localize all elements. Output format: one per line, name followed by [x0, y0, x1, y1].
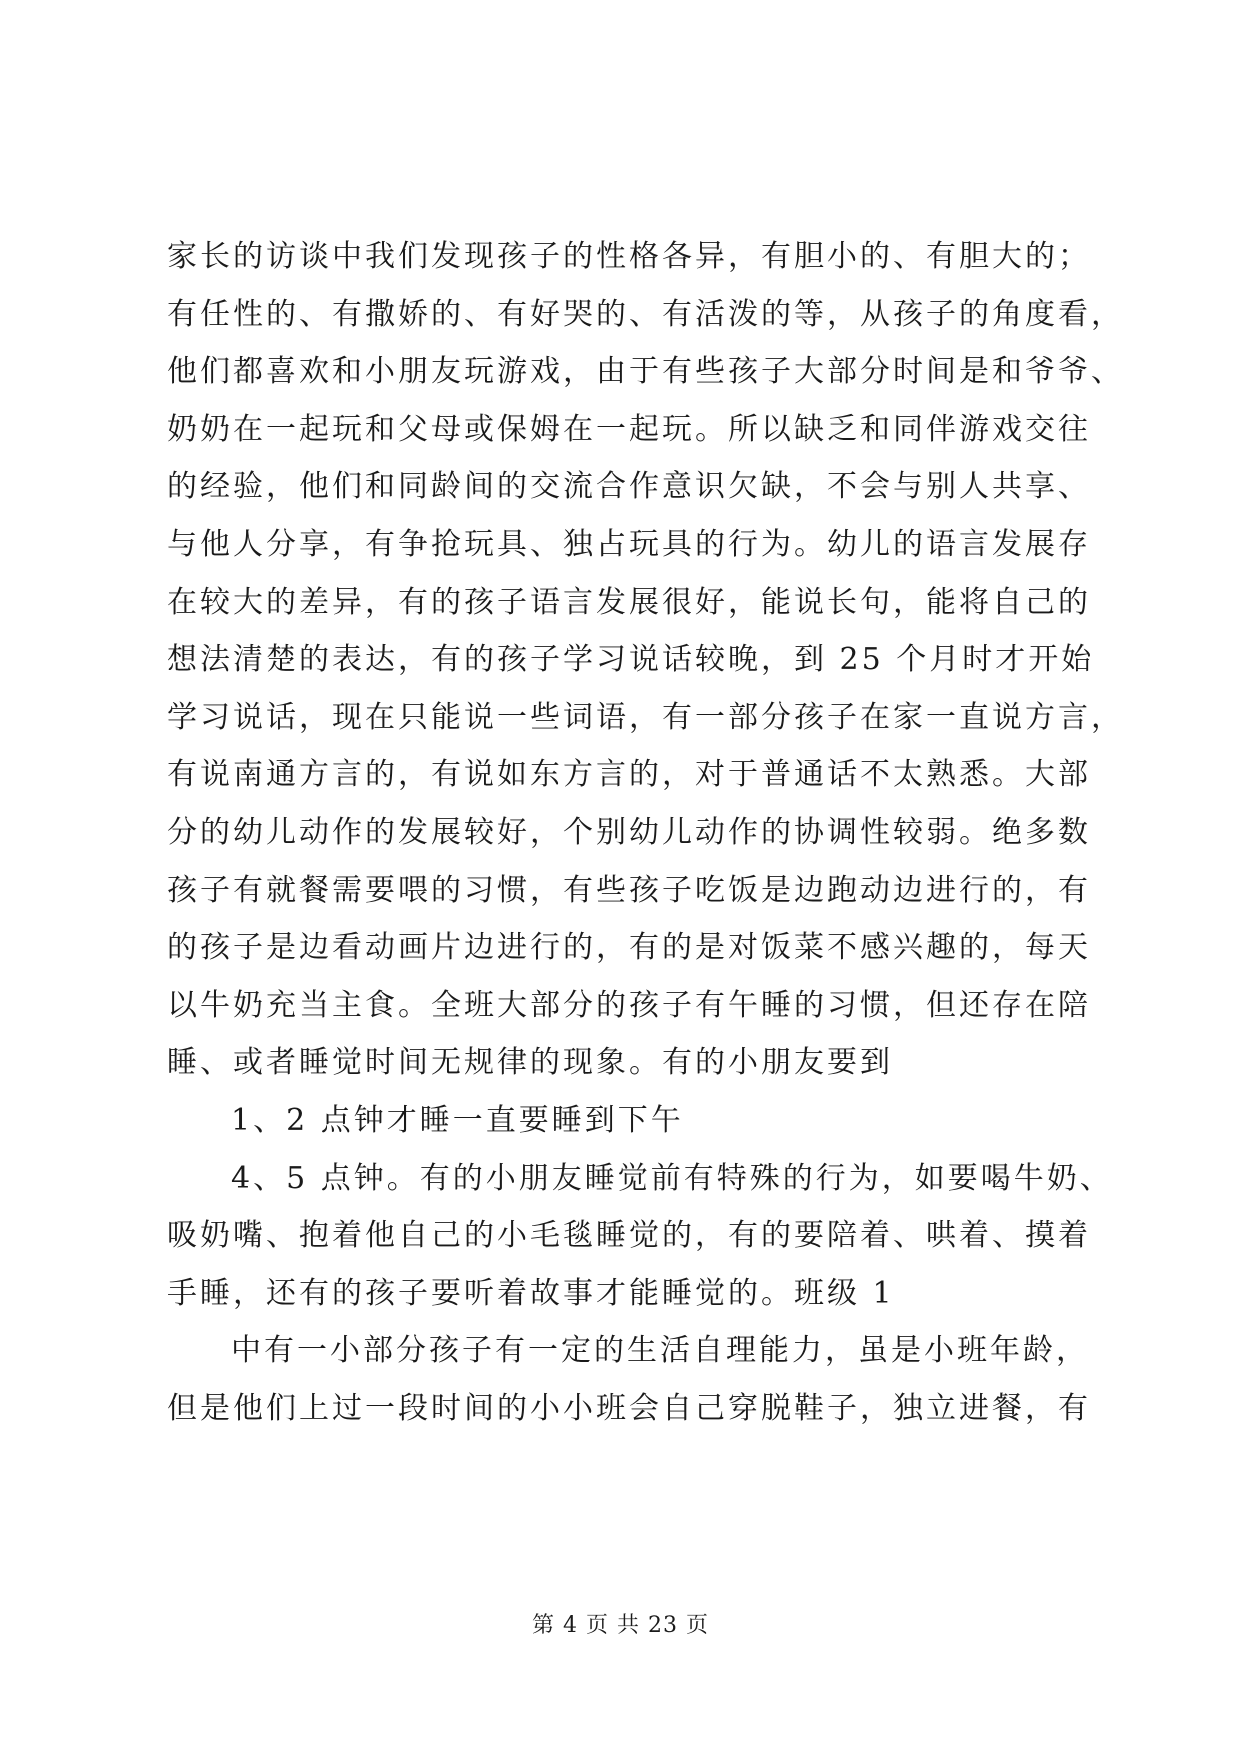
text-line: 他们都喜欢和小朋友玩游戏，由于有些孩子大部分时间是和爷爷、 — [167, 354, 1124, 390]
page-number-footer: 第 4 页 共 23 页 — [532, 1613, 709, 1638]
text-line: 有任性的、有撒娇的、有好哭的、有活泼的等，从孩子的角度看， — [167, 296, 1124, 332]
text-line: 孩子有就餐需要喂的习惯，有些孩子吃饭是边跑动边进行的，有 — [167, 872, 1091, 908]
text-line: 但是他们上过一段时间的小小班会自己穿脱鞋子，独立进餐，有 — [167, 1390, 1091, 1426]
text-line: 想法清楚的表达，有的孩子学习说话较晚，到 25 个月时才开始 — [167, 642, 1095, 678]
body-text — [167, 228, 1124, 1437]
text-line: 的经验，他们和同龄间的交流合作意识欠缺，不会与别人共享、 — [167, 469, 1091, 505]
text-line: 睡、或者睡觉时间无规律的现象。有的小朋友要到 — [167, 1045, 893, 1081]
text-line: 奶奶在一起玩和父母或保姆在一起玩。所以缺乏和同伴游戏交往 — [167, 411, 1091, 447]
text-line: 学习说话，现在只能说一些词语，有一部分孩子在家一直说方言， — [167, 699, 1124, 735]
text-line: 家长的访谈中我们发现孩子的性格各异，有胆小的、有胆大的； — [167, 239, 1091, 274]
text-line: 分的幼儿动作的发展较好，个别幼儿动作的协调性较弱。绝多数 — [167, 814, 1091, 850]
text-line: 以牛奶充当主食。全班大部分的孩子有午睡的习惯，但还存在陪 — [167, 987, 1091, 1023]
text-line: 的孩子是边看动画片边进行的，有的是对饭菜不感兴趣的，每天 — [167, 930, 1091, 966]
text-line: 吸奶嘴、抱着他自己的小毛毯睡觉的，有的要陪着、哄着、摸着 — [167, 1218, 1091, 1254]
text-line: 与他人分享，有争抢玩具、独占玩具的行为。幼儿的语言发展存 — [167, 526, 1091, 562]
text-line: 手睡，还有的孩子要听着故事才能睡觉的。班级 1 — [167, 1275, 895, 1311]
text-line-indented: 中有一小部分孩子有一定的生活自理能力，虽是小班年龄， — [231, 1333, 1089, 1369]
text-line-indented: 1、2 点钟才睡一直要睡到下午 — [231, 1102, 684, 1138]
text-line: 在较大的差异，有的孩子语言发展很好，能说长句，能将自己的 — [167, 584, 1091, 620]
text-line-indented: 4、5 点钟。有的小朋友睡觉前有特殊的行为，如要喝牛奶、 — [231, 1160, 1113, 1196]
text-line: 有说南通方言的，有说如东方言的，对于普通话不太熟悉。大部 — [167, 757, 1091, 793]
